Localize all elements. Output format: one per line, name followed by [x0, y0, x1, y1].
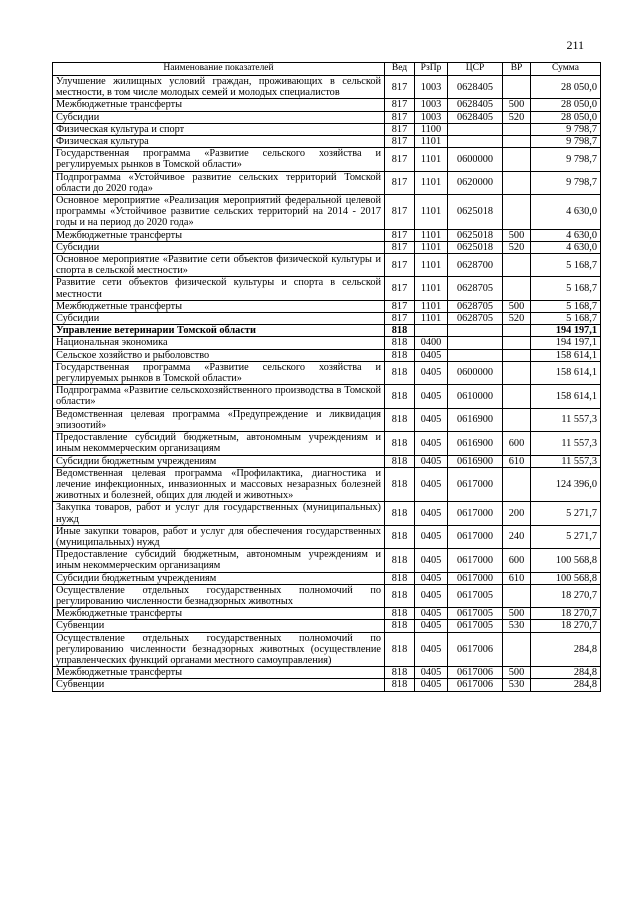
row-csr: 0617000 [448, 467, 503, 502]
row-rzpr: 1101 [415, 313, 448, 325]
table-row [53, 455, 601, 467]
row-sum: 4 630,0 [531, 195, 601, 230]
row-sum: 194 197,1 [531, 337, 601, 349]
row-name: Основное мероприятие «Развитие сети объектов физической культуры и спорта в сельской местности» [53, 254, 385, 277]
row-csr: 0617005 [448, 620, 503, 632]
row-name: Физическая культура и спорт [53, 123, 385, 135]
row-ved: 818 [385, 572, 415, 584]
row-vr [503, 632, 531, 667]
row-name: Субсидии [53, 241, 385, 253]
row-vr [503, 277, 531, 300]
row-sum: 5 271,7 [531, 502, 601, 525]
row-ved: 818 [385, 432, 415, 455]
row-sum: 5 168,7 [531, 300, 601, 312]
table-row [53, 325, 601, 337]
row-rzpr: 0405 [415, 608, 448, 620]
row-name: Ведомственная целевая программа «Предупреждение и ликвидация эпизоотий» [53, 408, 385, 431]
table-row [53, 432, 601, 455]
row-rzpr: 0405 [415, 502, 448, 525]
row-ved: 818 [385, 620, 415, 632]
row-rzpr: 0405 [415, 632, 448, 667]
row-name: Основное мероприятие «Реализация мероприятий федеральной целевой программы «Устойчивое развитие сельских территорий на 2014 - 2017 годы и на период до 2020 года» [53, 195, 385, 230]
row-name: Осуществление отдельных государственных полномочий по регулированию численности безнадзорных животных [53, 584, 385, 607]
table-row [53, 111, 601, 123]
row-csr: 0617006 [448, 632, 503, 667]
table-row [53, 254, 601, 277]
row-ved: 817 [385, 277, 415, 300]
row-sum: 9 798,7 [531, 136, 601, 148]
row-csr: 0600000 [448, 361, 503, 384]
row-ved: 817 [385, 148, 415, 171]
row-name: Иные закупки товаров, работ и услуг для обеспечения государственных (муниципальных) нужд [53, 525, 385, 548]
header-csr: ЦСР [448, 63, 503, 76]
row-vr [503, 349, 531, 361]
row-name: Предоставление субсидий бюджетным, автономным учреждениям и иным некоммерческим организациям [53, 432, 385, 455]
row-rzpr: 1101 [415, 229, 448, 241]
row-sum: 5 168,7 [531, 313, 601, 325]
row-ved: 818 [385, 549, 415, 572]
row-name: Развитие сети объектов физической культуры и спорта в сельской местности [53, 277, 385, 300]
row-vr: 520 [503, 111, 531, 123]
table-row [53, 148, 601, 171]
table-row [53, 171, 601, 194]
row-csr: 0628405 [448, 111, 503, 123]
row-rzpr: 1100 [415, 123, 448, 135]
table-row [53, 277, 601, 300]
row-csr [448, 136, 503, 148]
row-csr: 0625018 [448, 241, 503, 253]
row-sum: 9 798,7 [531, 171, 601, 194]
row-ved: 818 [385, 608, 415, 620]
row-sum: 158 614,1 [531, 349, 601, 361]
row-rzpr: 0405 [415, 385, 448, 408]
header-sum: Сумма [531, 63, 601, 76]
row-csr: 0617000 [448, 572, 503, 584]
row-sum: 158 614,1 [531, 361, 601, 384]
row-ved: 817 [385, 254, 415, 277]
row-ved: 817 [385, 136, 415, 148]
row-sum: 4 630,0 [531, 229, 601, 241]
row-csr: 0628405 [448, 99, 503, 111]
row-ved: 818 [385, 337, 415, 349]
row-rzpr: 0405 [415, 467, 448, 502]
row-sum: 11 557,3 [531, 432, 601, 455]
row-sum: 28 050,0 [531, 99, 601, 111]
row-rzpr: 0405 [415, 620, 448, 632]
row-rzpr: 1101 [415, 241, 448, 253]
row-csr: 0628705 [448, 313, 503, 325]
row-csr [448, 349, 503, 361]
row-vr: 530 [503, 620, 531, 632]
row-name: Закупка товаров, работ и услуг для государственных (муниципальных) нужд [53, 502, 385, 525]
row-ved: 817 [385, 241, 415, 253]
row-csr [448, 337, 503, 349]
row-name: Межбюджетные трансферты [53, 667, 385, 679]
table-body [53, 76, 601, 692]
row-vr [503, 148, 531, 171]
row-sum: 284,8 [531, 667, 601, 679]
row-ved: 818 [385, 502, 415, 525]
row-rzpr: 0405 [415, 667, 448, 679]
budget-table [52, 62, 601, 692]
row-csr: 0628705 [448, 300, 503, 312]
row-name: Субвенции [53, 620, 385, 632]
row-vr [503, 337, 531, 349]
row-vr: 500 [503, 229, 531, 241]
row-rzpr: 0400 [415, 337, 448, 349]
table-row [53, 123, 601, 135]
header-rzpr: РзПр [415, 63, 448, 76]
table-row [53, 229, 601, 241]
row-vr [503, 171, 531, 194]
row-sum: 124 396,0 [531, 467, 601, 502]
row-csr: 0628700 [448, 254, 503, 277]
row-vr: 600 [503, 432, 531, 455]
row-ved: 818 [385, 408, 415, 431]
table-row [53, 667, 601, 679]
row-ved: 818 [385, 679, 415, 691]
row-sum: 9 798,7 [531, 148, 601, 171]
row-ved: 817 [385, 123, 415, 135]
row-vr: 500 [503, 667, 531, 679]
table-row [53, 313, 601, 325]
row-vr: 610 [503, 455, 531, 467]
row-sum: 158 614,1 [531, 385, 601, 408]
row-rzpr: 0405 [415, 408, 448, 431]
row-ved: 818 [385, 584, 415, 607]
row-name: Субсидии бюджетным учреждениям [53, 572, 385, 584]
row-sum: 28 050,0 [531, 76, 601, 99]
row-name: Субсидии [53, 313, 385, 325]
row-ved: 818 [385, 525, 415, 548]
table-row [53, 502, 601, 525]
row-csr: 0616900 [448, 432, 503, 455]
table-row [53, 679, 601, 691]
row-sum: 284,8 [531, 632, 601, 667]
row-csr: 0617005 [448, 584, 503, 607]
row-name: Осуществление отдельных государственных полномочий по регулированию численности безнадзорных животных (осуществление управленческих функций органами местного самоуправления) [53, 632, 385, 667]
table-row [53, 300, 601, 312]
row-rzpr: 0405 [415, 349, 448, 361]
row-ved: 818 [385, 361, 415, 384]
row-ved: 817 [385, 229, 415, 241]
row-sum: 100 568,8 [531, 549, 601, 572]
row-vr: 520 [503, 241, 531, 253]
row-csr: 0617006 [448, 667, 503, 679]
table-row [53, 195, 601, 230]
row-sum: 194 197,1 [531, 325, 601, 337]
table-row [53, 572, 601, 584]
row-csr: 0625018 [448, 229, 503, 241]
row-sum: 5 168,7 [531, 254, 601, 277]
row-sum: 5 271,7 [531, 525, 601, 548]
row-name: Субсидии бюджетным учреждениям [53, 455, 385, 467]
table-row [53, 525, 601, 548]
table-row [53, 76, 601, 99]
table-row [53, 361, 601, 384]
row-name: Межбюджетные трансферты [53, 608, 385, 620]
table-row [53, 337, 601, 349]
row-rzpr: 1101 [415, 136, 448, 148]
row-name: Субсидии [53, 111, 385, 123]
row-ved: 818 [385, 667, 415, 679]
row-rzpr: 0405 [415, 361, 448, 384]
row-rzpr: 1003 [415, 76, 448, 99]
row-rzpr: 1101 [415, 277, 448, 300]
row-ved: 817 [385, 111, 415, 123]
row-vr [503, 325, 531, 337]
header-name: Наименование показателей [53, 63, 385, 76]
row-rzpr: 0405 [415, 572, 448, 584]
row-ved: 818 [385, 467, 415, 502]
row-csr [448, 123, 503, 135]
table-row [53, 136, 601, 148]
row-sum: 11 557,3 [531, 455, 601, 467]
table-row [53, 241, 601, 253]
row-name: Национальная экономика [53, 337, 385, 349]
row-name: Ведомственная целевая программа «Профилактика, диагностика и лечение инфекционных, инвазионных и массовых незаразных болезней животных и болезней, общих для людей и животных» [53, 467, 385, 502]
row-name: Предоставление субсидий бюджетным, автономным учреждениям и иным некоммерческим организациям [53, 549, 385, 572]
table-row [53, 467, 601, 502]
row-rzpr: 0405 [415, 432, 448, 455]
row-vr [503, 254, 531, 277]
row-ved: 817 [385, 76, 415, 99]
row-csr: 0617000 [448, 502, 503, 525]
row-rzpr: 1101 [415, 300, 448, 312]
row-sum: 18 270,7 [531, 620, 601, 632]
row-rzpr: 1101 [415, 148, 448, 171]
header-vr: ВР [503, 63, 531, 76]
table-row [53, 584, 601, 607]
table-row [53, 385, 601, 408]
row-name: Государственная программа «Развитие сельского хозяйства и регулируемых рынков в Томской области» [53, 361, 385, 384]
row-csr: 0617005 [448, 608, 503, 620]
row-sum: 100 568,8 [531, 572, 601, 584]
row-rzpr: 0405 [415, 584, 448, 607]
row-sum: 4 630,0 [531, 241, 601, 253]
table-row [53, 620, 601, 632]
row-csr: 0625018 [448, 195, 503, 230]
row-name: Межбюджетные трансферты [53, 99, 385, 111]
row-vr: 610 [503, 572, 531, 584]
table-row [53, 608, 601, 620]
table-row [53, 632, 601, 667]
row-rzpr: 0405 [415, 679, 448, 691]
row-rzpr [415, 325, 448, 337]
table-row [53, 349, 601, 361]
row-vr: 530 [503, 679, 531, 691]
row-csr: 0628705 [448, 277, 503, 300]
row-sum: 284,8 [531, 679, 601, 691]
row-rzpr: 1003 [415, 111, 448, 123]
row-vr: 520 [503, 313, 531, 325]
row-name: Межбюджетные трансферты [53, 300, 385, 312]
row-ved: 818 [385, 385, 415, 408]
row-vr [503, 123, 531, 135]
row-name: Управление ветеринарии Томской области [53, 325, 385, 337]
row-vr [503, 361, 531, 384]
row-vr [503, 467, 531, 502]
row-vr: 240 [503, 525, 531, 548]
row-ved: 818 [385, 325, 415, 337]
row-csr: 0616900 [448, 408, 503, 431]
row-ved: 817 [385, 171, 415, 194]
row-vr [503, 584, 531, 607]
row-vr [503, 76, 531, 99]
row-name: Улучшение жилищных условий граждан, проживающих в сельской местности, в том числе молодых семей и молодых специалистов [53, 76, 385, 99]
table-row [53, 99, 601, 111]
row-vr: 500 [503, 608, 531, 620]
row-name: Физическая культура [53, 136, 385, 148]
row-csr: 0617000 [448, 549, 503, 572]
row-sum: 18 270,7 [531, 584, 601, 607]
row-vr: 200 [503, 502, 531, 525]
row-csr: 0620000 [448, 171, 503, 194]
row-csr: 0600000 [448, 148, 503, 171]
header-ved: Вед [385, 63, 415, 76]
row-csr: 0628405 [448, 76, 503, 99]
row-csr [448, 325, 503, 337]
row-sum: 5 168,7 [531, 277, 601, 300]
row-name: Подпрограмма «Устойчивое развитие сельских территорий Томской области до 2020 года» [53, 171, 385, 194]
row-name: Подпрограмма «Развитие сельскохозяйственного производства в Томской области» [53, 385, 385, 408]
row-ved: 818 [385, 632, 415, 667]
row-csr: 0616900 [448, 455, 503, 467]
row-csr: 0617000 [448, 525, 503, 548]
row-sum: 9 798,7 [531, 123, 601, 135]
row-sum: 11 557,3 [531, 408, 601, 431]
row-ved: 817 [385, 195, 415, 230]
row-rzpr: 1101 [415, 195, 448, 230]
row-ved: 817 [385, 300, 415, 312]
row-ved: 817 [385, 313, 415, 325]
table-header-row [53, 63, 601, 76]
row-rzpr: 1003 [415, 99, 448, 111]
row-rzpr: 0405 [415, 525, 448, 548]
row-ved: 818 [385, 349, 415, 361]
row-csr: 0610000 [448, 385, 503, 408]
page-number: 211 [566, 38, 584, 52]
row-rzpr: 0405 [415, 549, 448, 572]
row-vr: 600 [503, 549, 531, 572]
row-vr [503, 385, 531, 408]
row-sum: 28 050,0 [531, 111, 601, 123]
row-rzpr: 1101 [415, 171, 448, 194]
table-row [53, 408, 601, 431]
row-vr [503, 195, 531, 230]
row-sum: 18 270,7 [531, 608, 601, 620]
row-name: Государственная программа «Развитие сельского хозяйства и регулируемых рынков в Томской области» [53, 148, 385, 171]
row-vr [503, 408, 531, 431]
row-name: Межбюджетные трансферты [53, 229, 385, 241]
row-name: Субвенции [53, 679, 385, 691]
table-row [53, 549, 601, 572]
row-rzpr: 1101 [415, 254, 448, 277]
row-csr: 0617006 [448, 679, 503, 691]
row-vr: 500 [503, 99, 531, 111]
row-vr [503, 136, 531, 148]
row-rzpr: 0405 [415, 455, 448, 467]
row-name: Сельское хозяйство и рыболовство [53, 349, 385, 361]
row-ved: 818 [385, 455, 415, 467]
row-ved: 817 [385, 99, 415, 111]
row-vr: 500 [503, 300, 531, 312]
